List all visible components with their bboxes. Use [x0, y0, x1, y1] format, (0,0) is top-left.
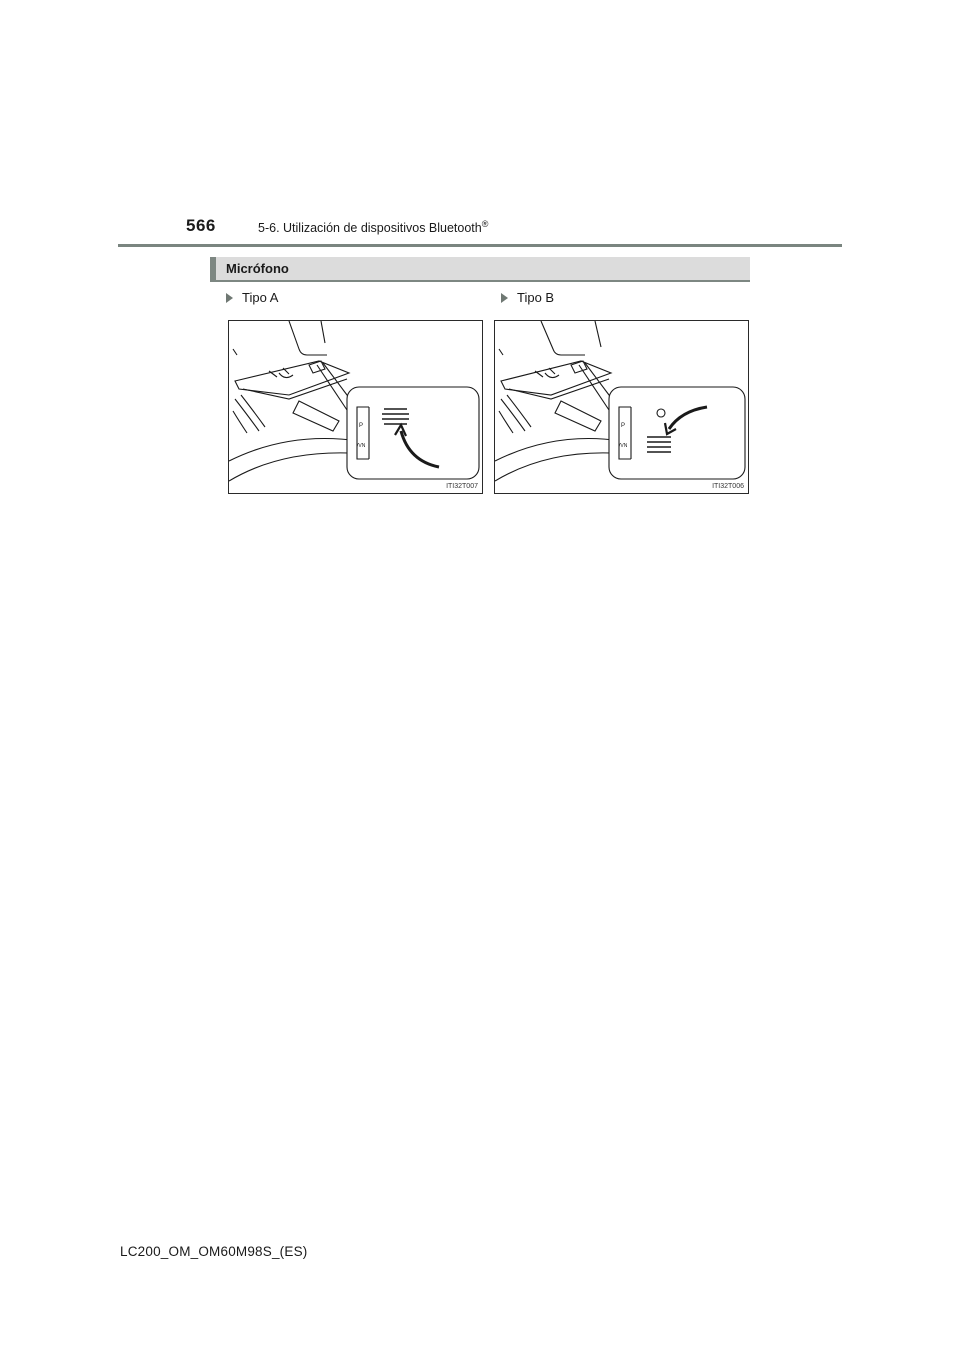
section-title: [258, 218, 489, 235]
switch-label-vn: /VN: [619, 443, 628, 449]
type-a-label: [226, 290, 278, 305]
figure-type-a: [228, 320, 483, 494]
page-number: 566: [186, 216, 216, 235]
registered-mark: ®: [481, 218, 489, 229]
subheading-bar: [210, 257, 750, 282]
header-rule: [118, 244, 842, 247]
figure-code: ITI32T006: [712, 483, 744, 490]
triangle-right-icon: [501, 293, 508, 303]
triangle-right-icon: [226, 293, 233, 303]
switch-label-layer-b: [495, 321, 749, 494]
switch-label-layer-a: [229, 321, 483, 494]
subheading-title: Micrófono: [226, 261, 289, 276]
figure-type-b: [494, 320, 749, 494]
footer-doc-code: LC200_OM_OM60M98S_(ES): [120, 1244, 308, 1259]
type-b-label: [501, 290, 554, 305]
switch-label-p: P: [621, 423, 626, 429]
type-b-text: Tipo B: [517, 290, 555, 305]
type-a-text: Tipo A: [242, 290, 279, 305]
subheading-accent: [210, 257, 216, 280]
figure-code: ITI32T007: [446, 483, 478, 490]
switch-label-p: P: [359, 423, 364, 429]
switch-label-vn: /VN: [357, 443, 366, 449]
section-title-text: 5-6. Utilización de dispositivos Bluetooth: [258, 221, 482, 235]
